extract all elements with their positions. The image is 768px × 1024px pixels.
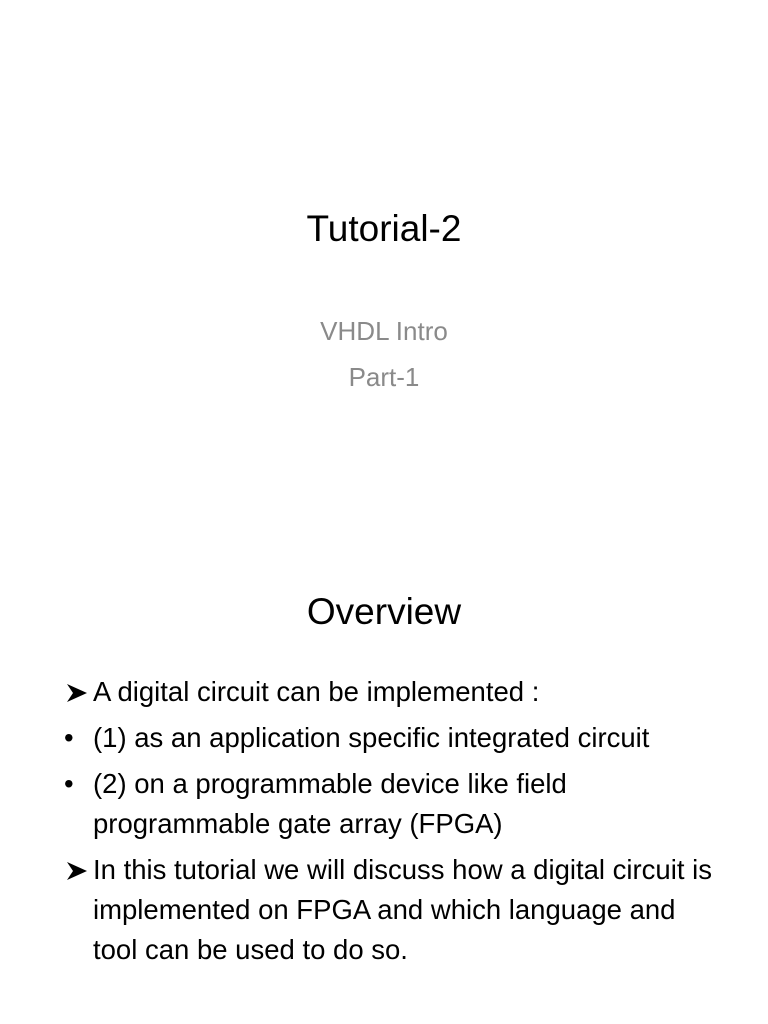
bullet-list bbox=[64, 672, 724, 976]
bullet-text: In this tutorial we will discuss how a digital circuit is implemented on FPGA and which language and tool can be used to do so. bbox=[93, 854, 712, 965]
slide-title: Tutorial-2 bbox=[306, 208, 462, 249]
bullet-item bbox=[64, 718, 724, 758]
overview-slide bbox=[0, 512, 768, 1024]
dot-bullet-icon: • bbox=[64, 722, 74, 753]
slide-title: Overview bbox=[306, 591, 462, 632]
bullet-item bbox=[64, 764, 724, 844]
slide-subtitle-line: Part-1 bbox=[348, 362, 420, 392]
bullet-item bbox=[64, 672, 724, 712]
dot-bullet-icon: • bbox=[64, 768, 74, 799]
bullet-item bbox=[64, 850, 724, 970]
slide-subtitle-line: VHDL Intro bbox=[320, 316, 448, 346]
bullet-text: A digital circuit can be implemented : bbox=[93, 676, 540, 707]
bullet-text: (1) as an application specific integrated circuit bbox=[93, 722, 650, 753]
bullet-text: (2) on a programmable device like field programmable gate array (FPGA) bbox=[93, 768, 567, 839]
